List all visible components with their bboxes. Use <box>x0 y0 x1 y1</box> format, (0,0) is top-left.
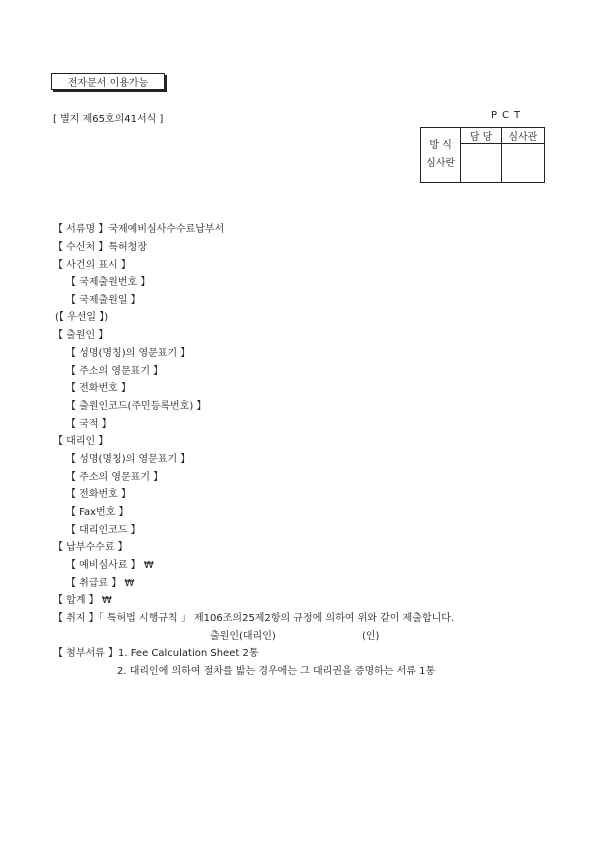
case-indication-line: 【 사건의 표시 】 <box>53 260 131 271</box>
priority-date-line: (【 우선일 】) <box>55 312 109 323</box>
handling-fee-line: 【 취급료 】 ₩ <box>66 578 135 589</box>
agent-line: 【 대리인 】 <box>53 436 109 447</box>
exam-col-officer: 담 당 <box>461 128 501 144</box>
attachment-2-line: 2. 대리인에 의하여 절차를 밟는 경우에는 그 대리권을 증명하는 서류 1통 <box>117 666 436 677</box>
exam-col-examiner: 심사관 <box>501 128 544 144</box>
applicant-english-address-line: 【 주소의 영문표기 】 <box>66 366 164 377</box>
agent-fax-line: 【 Fax번호 】 <box>66 507 129 518</box>
purpose-line: 【 취지 】「 특허법 시행규칙 」 제106조의25제2항의 규정에 의하여 위와 같이 제출합니다. <box>53 613 455 624</box>
payment-fee-line: 【 납부수수료 】 <box>53 542 128 553</box>
agent-english-name-line: 【 성명(명칭)의 영문표기 】 <box>66 454 191 465</box>
form-number: [ 별지 제65호의41서식 ] <box>53 114 164 125</box>
exam-cell-officer <box>461 144 501 183</box>
applicant-phone-line: 【 전화번호 】 <box>66 383 131 394</box>
electronic-document-badge: 전자문서 이용가능 <box>51 73 165 90</box>
examination-row-label <box>421 128 461 183</box>
applicant-code-line: 【 출원인코드(주민등록번호) 】 <box>66 401 207 412</box>
pct-label: PCT <box>491 110 526 121</box>
international-filing-date-line: 【 국제출원일 】 <box>66 295 141 306</box>
exam-label-review: 심사란 <box>426 158 456 169</box>
signature-applicant-agent: 출원인(대리인) <box>210 631 276 642</box>
document-name-line: 【 서류명 】국제예비심사수수료납부서 <box>53 224 225 235</box>
total-line: 【 합계 】 ₩ <box>53 595 112 606</box>
agent-english-address-line: 【 주소의 영문표기 】 <box>66 472 164 483</box>
nationality-line: 【 국적 】 <box>66 419 112 430</box>
signature-seal: (인) <box>362 631 380 642</box>
applicant-line: 【 출원인 】 <box>53 330 109 341</box>
applicant-english-name-line: 【 성명(명칭)의 영문표기 】 <box>66 348 191 359</box>
agent-phone-line: 【 전화번호 】 <box>66 489 131 500</box>
attachments-line: 【 첨부서류 】1. Fee Calculation Sheet 2통 <box>53 648 259 659</box>
exam-cell-examiner <box>501 144 544 183</box>
agent-code-line: 【 대리인코드 】 <box>66 525 141 536</box>
international-application-number-line: 【 국제출원번호 】 <box>66 277 151 288</box>
examination-box <box>420 127 545 183</box>
preliminary-examination-fee-line: 【 예비심사료 】 ₩ <box>66 560 154 571</box>
recipient-line: 【 수신처 】특허청장 <box>53 242 147 253</box>
exam-label-method: 방 식 <box>429 140 452 151</box>
